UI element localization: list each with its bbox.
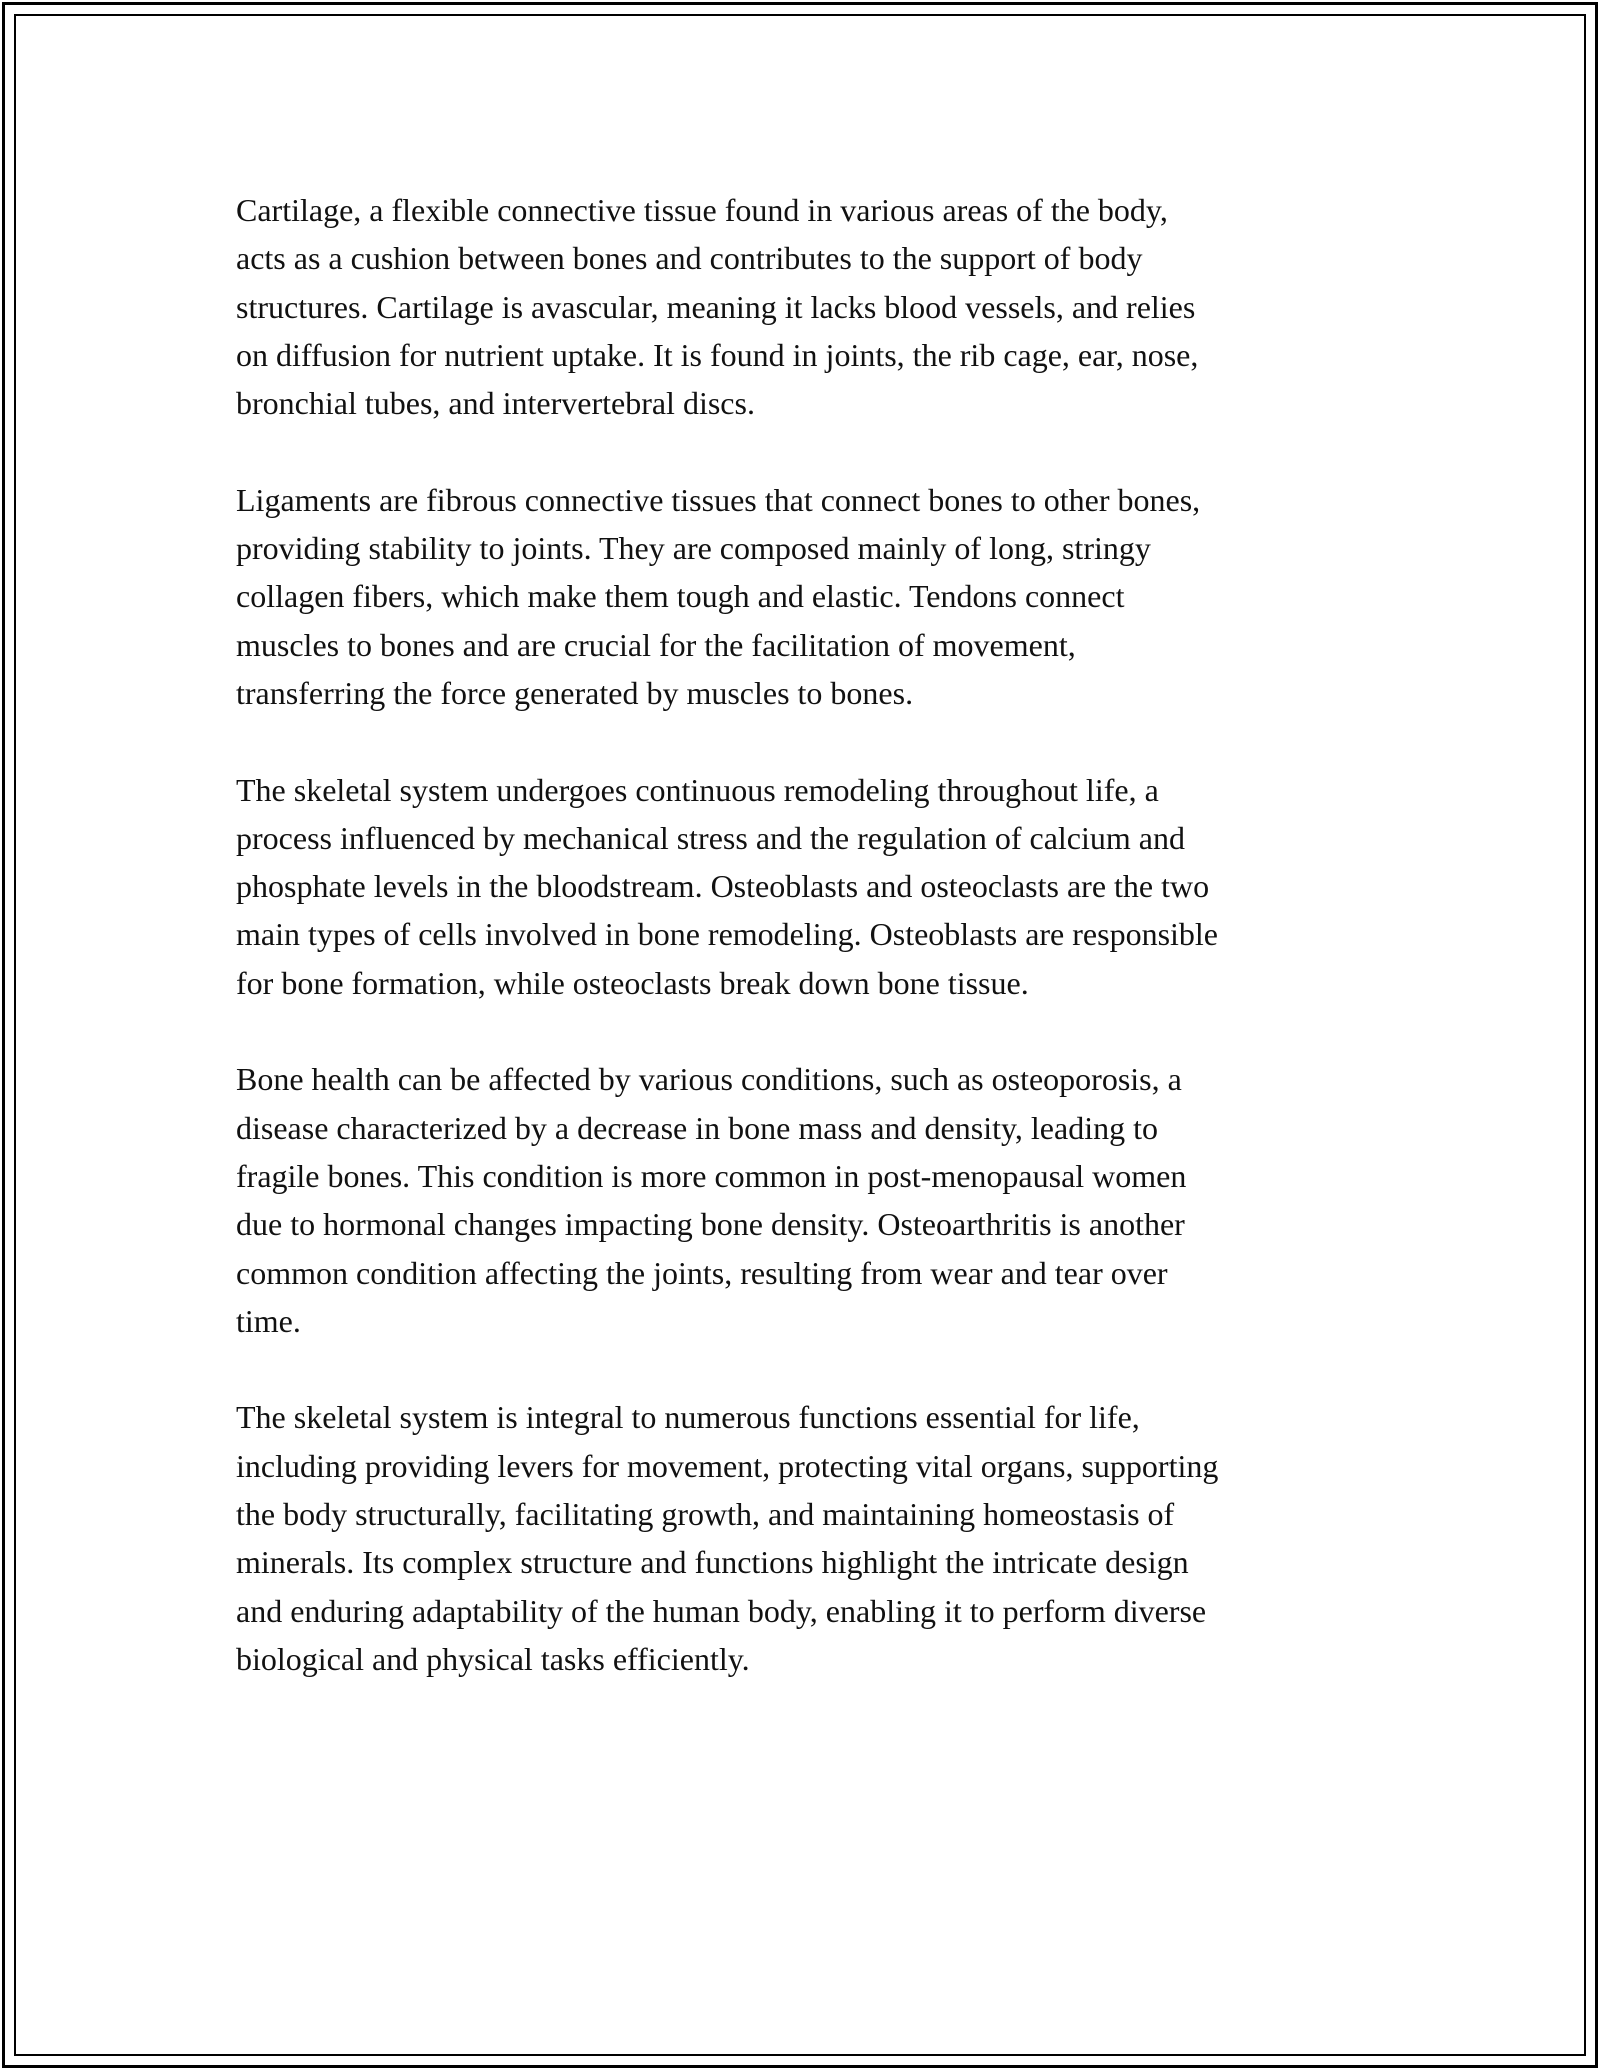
paragraph-functions [236,1393,1386,1683]
text-line: biological and physical tasks efficiently. [236,1640,750,1677]
text-line: and enduring adaptability of the human body, enabling it to perform diverse [236,1592,1207,1629]
text-line: Ligaments are fibrous connective tissues that connect bones to other bones, [236,481,1201,518]
text-line: fragile bones. This condition is more common in post-menopausal women [236,1157,1187,1194]
paragraph-remodeling [236,766,1386,1007]
text-line: muscles to bones and are crucial for the facilitation of movement, [236,626,1076,663]
text-line: for bone formation, while osteoclasts break down bone tissue. [236,964,1029,1001]
text-line: process influenced by mechanical stress and the regulation of calcium and [236,819,1185,856]
paragraph-ligaments [236,476,1386,717]
text-line: on diffusion for nutrient uptake. It is found in joints, the rib cage, ear, nose, [236,336,1199,373]
text-line: The skeletal system is integral to numerous functions essential for life, [236,1399,1140,1436]
document-body [236,186,1386,1732]
text-line: Cartilage, a flexible connective tissue found in various areas of the body, [236,192,1168,228]
text-line: structures. Cartilage is avascular, meaning it lacks blood vessels, and relies [236,288,1196,325]
text-line: Bone health can be affected by various conditions, such as osteoporosis, a [236,1061,1182,1098]
text-line: transferring the force generated by muscles to bones. [236,674,914,711]
text-line: main types of cells involved in bone remodeling. Osteoblasts are responsible [236,916,1218,953]
text-line: due to hormonal changes impacting bone density. Osteoarthritis is another [236,1206,1185,1243]
text-line: collagen fibers, which make them tough and elastic. Tendons connect [236,578,1125,615]
text-line: providing stability to joints. They are composed mainly of long, stringy [236,530,1151,567]
paragraph-cartilage [236,186,1386,427]
paragraph-bone-health [236,1055,1386,1345]
text-line: phosphate levels in the bloodstream. Osteoblasts and osteoclasts are the two [236,868,1210,905]
text-line: bronchial tubes, and intervertebral discs. [236,385,755,422]
text-line: time. [236,1302,301,1339]
text-line: including providing levers for movement, protecting vital organs, supporting [236,1447,1219,1484]
text-line: minerals. Its complex structure and functions highlight the intricate design [236,1544,1189,1581]
text-line: acts as a cushion between bones and contributes to the support of body [236,240,1143,277]
text-line: common condition affecting the joints, resulting from wear and tear over [236,1254,1168,1291]
text-line: the body structurally, facilitating growth, and maintaining homeostasis of [236,1496,1175,1533]
text-line: The skeletal system undergoes continuous remodeling throughout life, a [236,771,1159,808]
text-line: disease characterized by a decrease in bone mass and density, leading to [236,1109,1158,1146]
